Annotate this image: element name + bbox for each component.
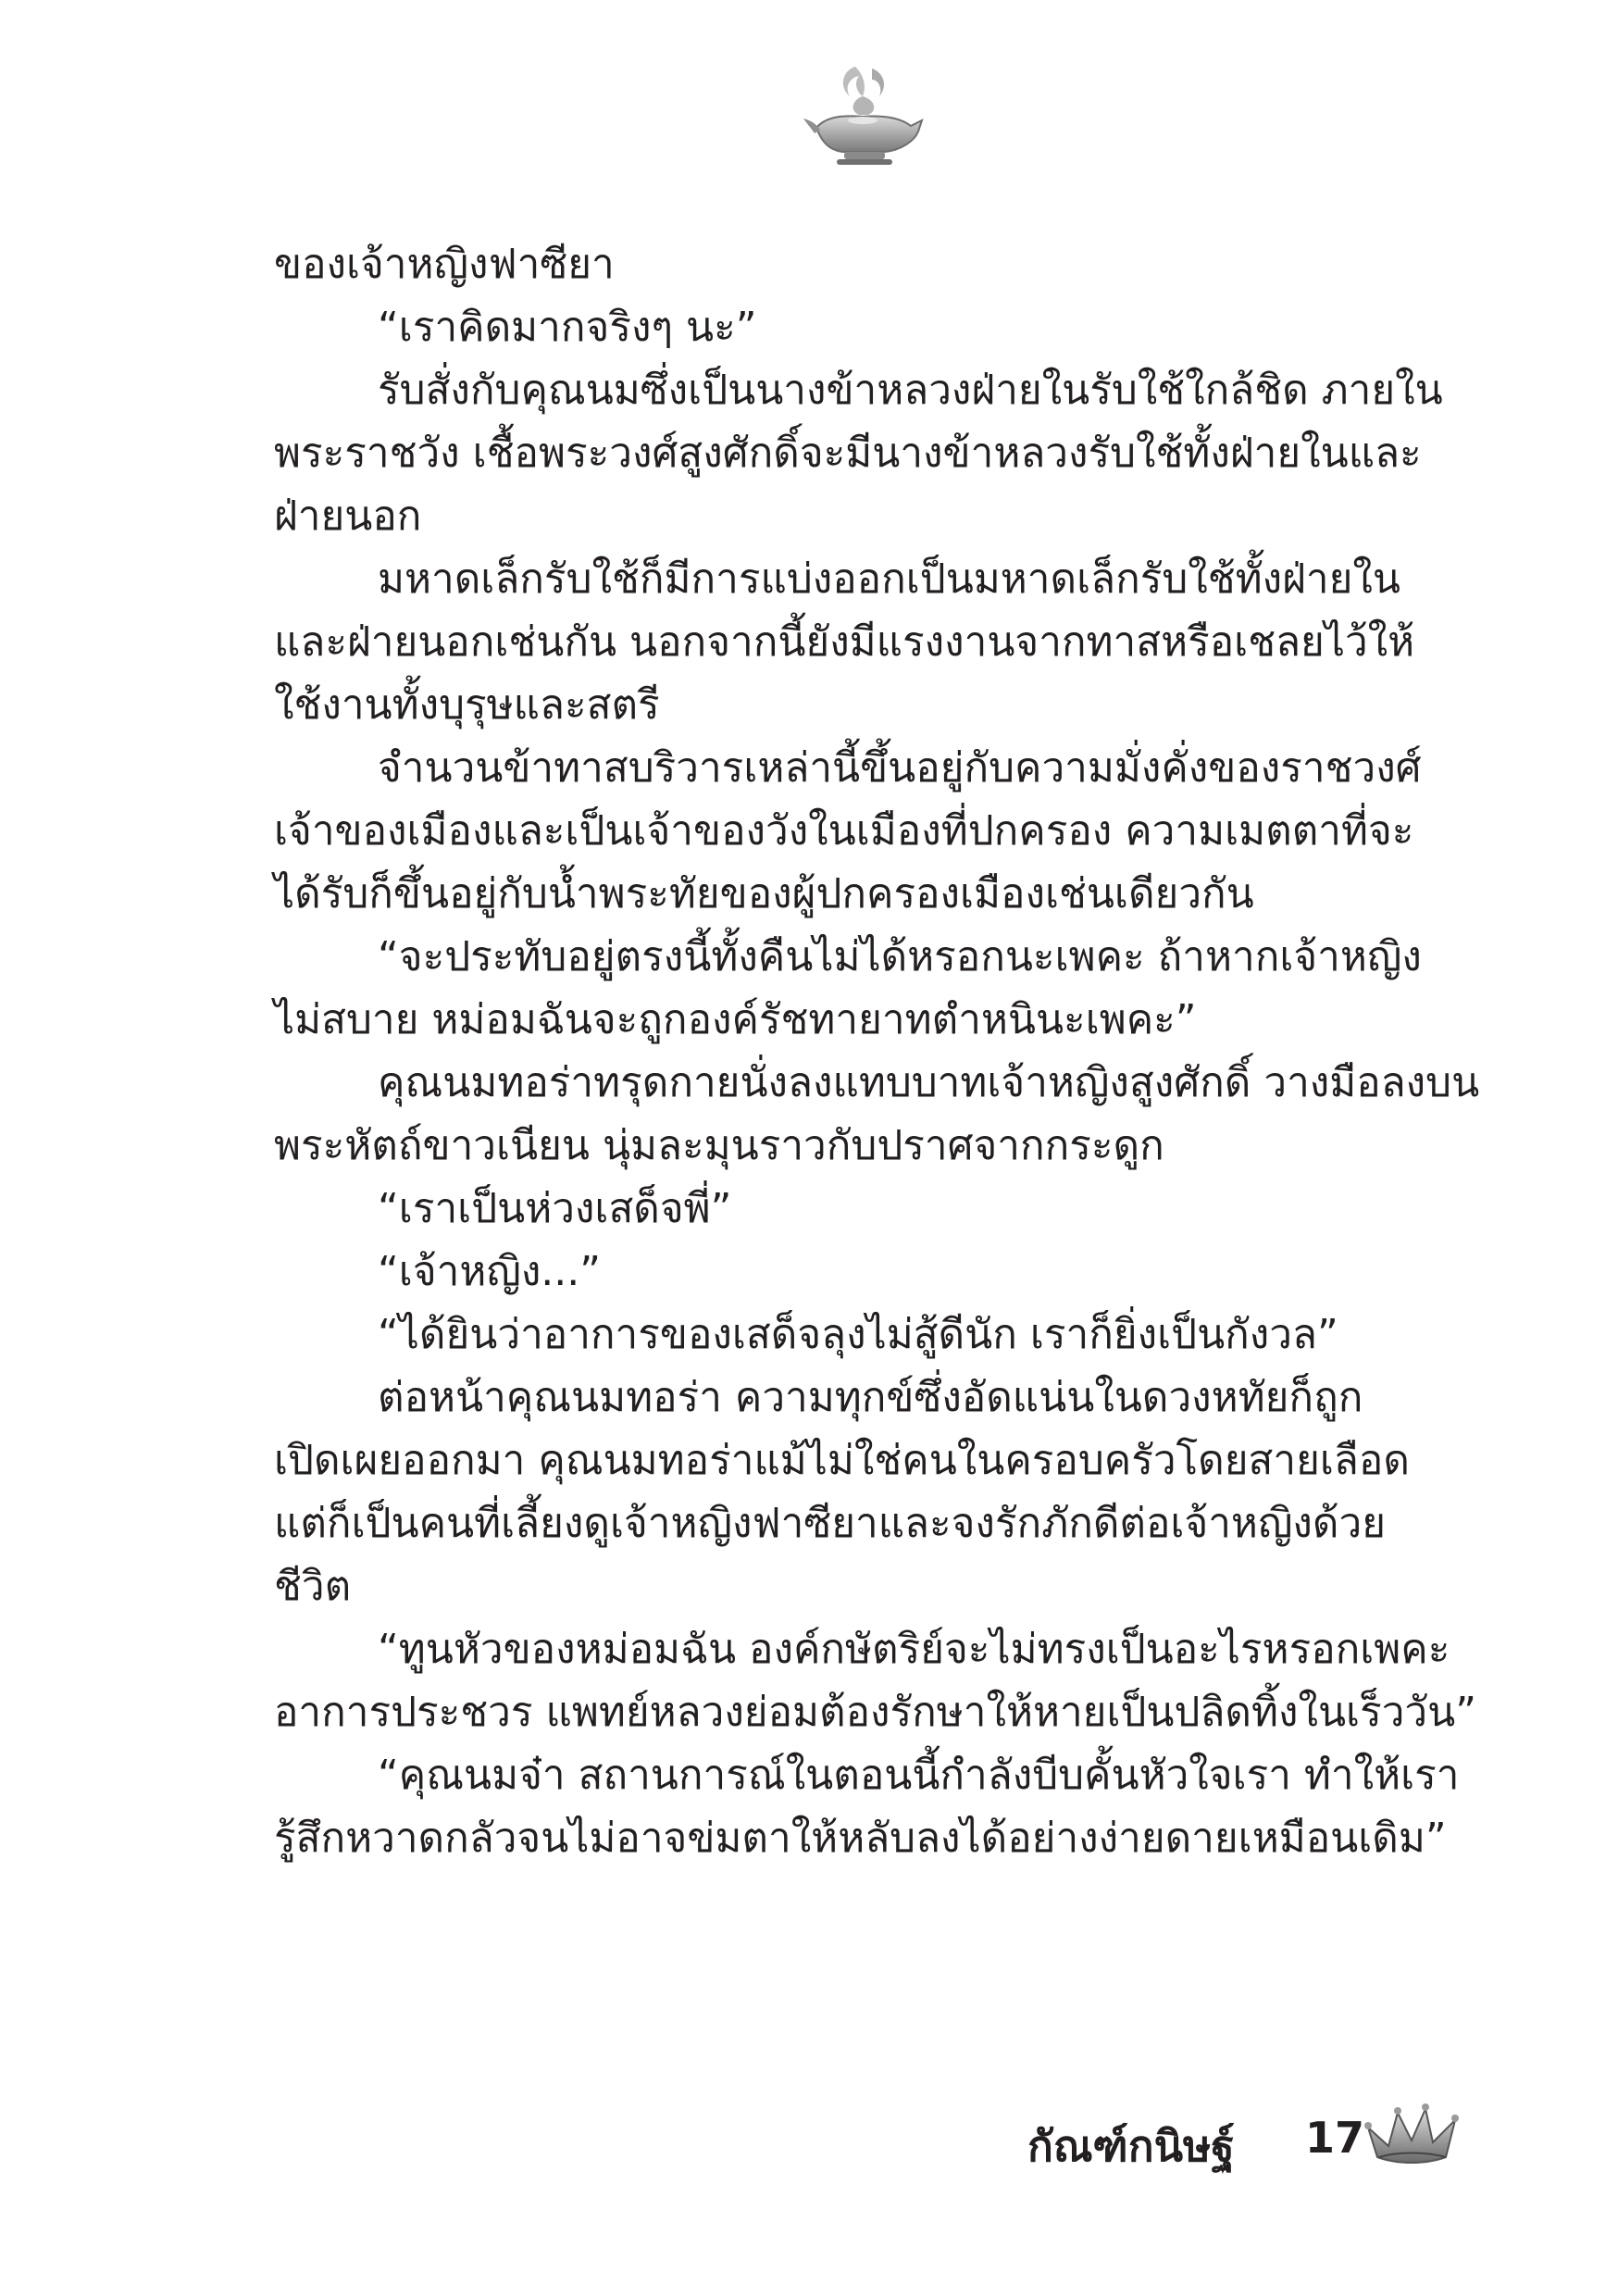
text-line: ชีวิต	[274, 1563, 352, 1610]
text-line: แต่ก็เป็นคนที่เลี้ยงดูเจ้าหญิงฟาซียาและจงรักภักดีต่อเจ้าหญิงด้วย	[274, 1500, 1386, 1547]
text-line: ได้รับก็ขึ้นอยู่กับน้ำพระทัยของผู้ปกครองเมืองเช่นเดียวกัน	[274, 870, 1254, 917]
body-text	[274, 233, 1480, 1870]
text-line: จำนวนข้าทาสบริวารเหล่านี้ขึ้นอยู่กับความมั่งคั่งของราชวงศ์	[378, 744, 1422, 792]
text-line: มหาดเล็กรับใช้ก็มีการแบ่งออกเป็นมหาดเล็กรับใช้ทั้งฝ่ายใน	[378, 555, 1400, 603]
book-title: กัณฑ์กนิษฐ์	[1027, 2121, 1235, 2171]
text-line: “จะประทับอยู่ตรงนี้ทั้งคืนไม่ได้หรอกนะเพคะ ถ้าหากเจ้าหญิง	[378, 933, 1422, 980]
text-line: “เราเป็นห่วงเสด็จพี่”	[378, 1185, 732, 1232]
text-line: รู้สึกหวาดกลัวจนไม่อาจข่มตาให้หลับลงได้อย่างง่ายดายเหมือนเดิม”	[274, 1815, 1447, 1862]
text-line: พระหัตถ์ขาวเนียน นุ่มละมุนราวกับปราศจากกระดูก	[274, 1122, 1164, 1169]
text-line: คุณนมทอร่าทรุดกายนั่งลงแทบบาทเจ้าหญิงสูงศักดิ์ วางมือลงบน	[378, 1059, 1480, 1106]
text-line: เปิดเผยออกมา คุณนมทอร่าแม้ไม่ใช่คนในครอบครัวโดยสายเลือด	[274, 1437, 1410, 1484]
text-line: “ทูนหัวของหม่อมฉัน องค์กษัตริย์จะไม่ทรงเป็นอะไรหรอกเพคะ	[378, 1626, 1450, 1673]
text-line: ใช้งานทั้งบุรุษและสตรี	[274, 681, 660, 729]
text-line: อาการประชวร แพทย์หลวงย่อมต้องรักษาให้หายเป็นปลิดทิ้งในเร็ววัน”	[274, 1689, 1476, 1736]
crown-icon	[1361, 2100, 1462, 2174]
text-line: ของเจ้าหญิงฟาซียา	[274, 241, 615, 288]
text-line: ฝ่ายนอก	[274, 493, 422, 540]
text-line: เจ้าของเมืองและเป็นเจ้าของวังในเมืองที่ปกครอง ความเมตตาที่จะ	[274, 807, 1414, 855]
text-line: “เจ้าหญิง...”	[378, 1248, 602, 1295]
text-line: “คุณนมจ๋า สถานการณ์ในตอนนี้กำลังบีบคั้นหัวใจเรา ทำให้เรา	[378, 1752, 1460, 1799]
text-line: ต่อหน้าคุณนมทอร่า ความทุกข์ซึ่งอัดแน่นในดวงหทัยก็ถูก	[378, 1374, 1363, 1421]
text-line: และฝ่ายนอกเช่นกัน นอกจากนี้ยังมีแรงงานจากทาสหรือเชลยไว้ให้	[274, 618, 1415, 666]
genie-lamp-icon	[798, 59, 927, 168]
text-line: “ได้ยินว่าอาการของเสด็จลุงไม่สู้ดีนัก เราก็ยิ่งเป็นกังวล”	[378, 1311, 1338, 1358]
text-line: พระราชวัง เชื้อพระวงศ์สูงศักดิ์จะมีนางข้าหลวงรับใช้ทั้งฝ่ายในและ	[274, 430, 1422, 477]
page-footer	[1027, 2100, 1462, 2183]
text-line: ไม่สบาย หม่อมฉันจะถูกองค์รัชทายาทตำหนินะเพคะ”	[274, 996, 1197, 1043]
text-line: “เราคิดมากจริงๆ นะ”	[378, 304, 757, 351]
page-number: 17	[1305, 2113, 1365, 2163]
text-line: รับสั่งกับคุณนมซึ่งเป็นนางข้าหลวงฝ่ายในรับใช้ใกล้ชิด ภายใน	[378, 367, 1443, 414]
